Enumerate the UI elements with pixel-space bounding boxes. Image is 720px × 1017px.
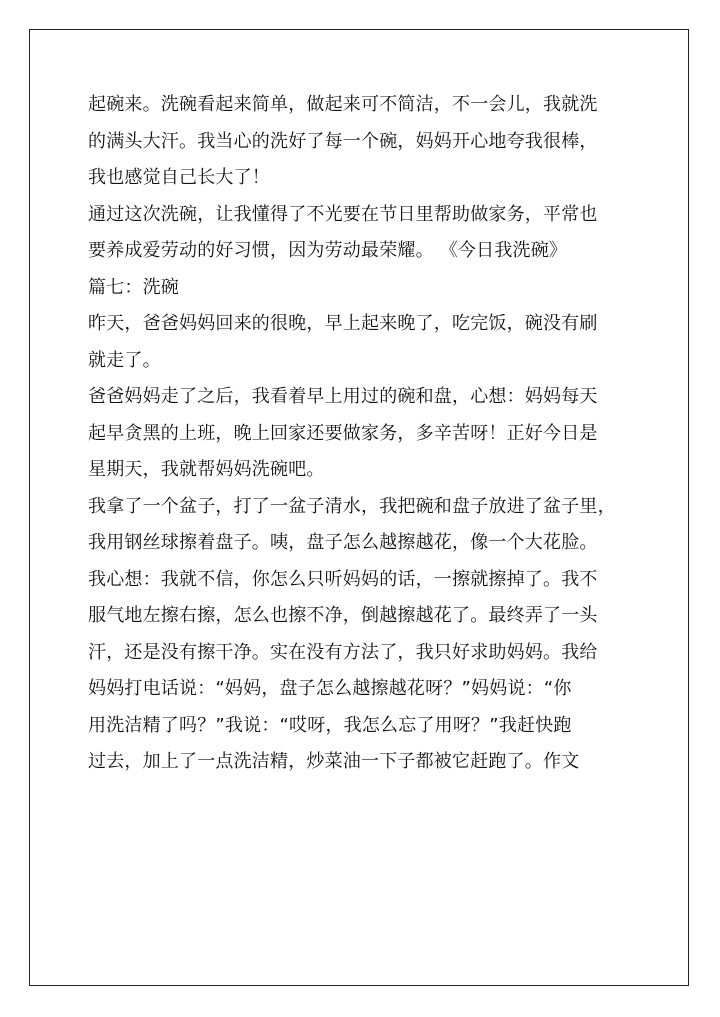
text-line: 我心想：我就不信，你怎么只听妈妈的话，一擦就擦掉了。我不 [88, 568, 598, 590]
text-line: 起早贪黑的上班，晚上回家还要做家务，多辛苦呀！正好今日是 [88, 422, 598, 444]
text-line: 爸爸妈妈走了之后，我看着早上用过的碗和盘，心想：妈妈每天 [88, 386, 598, 407]
text-line: 用洗洁精了吗？”我说：“哎呀，我怎么忘了用呀？”我赶快跑 [88, 714, 572, 736]
text-line: 服气地左擦右擦，怎么也擦不净，倒越擦越花了。最终弄了一头 [88, 605, 598, 626]
text-line: 汗，还是没有擦干净。实在没有方法了，我只好求助妈妈。我给 [88, 641, 598, 663]
section-heading: 篇七：洗碗 [88, 276, 179, 298]
text-line: 我用钢丝球擦着盘子。咦，盘子怎么越擦越花，像一个大花脸。 [88, 532, 598, 553]
text-line: 我拿了一个盆子，打了一盆子清水，我把碗和盘子放进了盆子里， [88, 495, 616, 517]
text-line: 过去，加上了一点洗洁精，炒菜油一下子都被它赶跑了。作文 [88, 751, 580, 772]
text-line: 就走了。 [88, 349, 161, 371]
text-line: 昨天，爸爸妈妈回来的很晚，早上起来晚了，吃完饭，碗没有刷 [88, 313, 598, 334]
text-line: 妈妈打电话说：“妈妈，盘子怎么越擦越花呀？”妈妈说：“你 [88, 678, 572, 699]
text-line: 我也感觉自己长大了！ [88, 167, 270, 188]
text-line: 通过这次洗碗，让我懂得了不光要在节日里帮助做家务，平常也 [88, 203, 598, 225]
document-body [88, 87, 648, 781]
text-line: 星期天，我就帮妈妈洗碗吧。 [88, 459, 325, 480]
text-line: 要养成爱劳动的好习惯，因为劳动最荣耀。 《今日我洗碗》 [88, 240, 568, 261]
text-line: 的满头大汗。我当心的洗好了每一个碗，妈妈开心地夸我很棒， [88, 130, 598, 152]
text-line: 起碗来。洗碗看起来简单，做起来可不简洁，不一会儿，我就洗 [88, 94, 598, 115]
